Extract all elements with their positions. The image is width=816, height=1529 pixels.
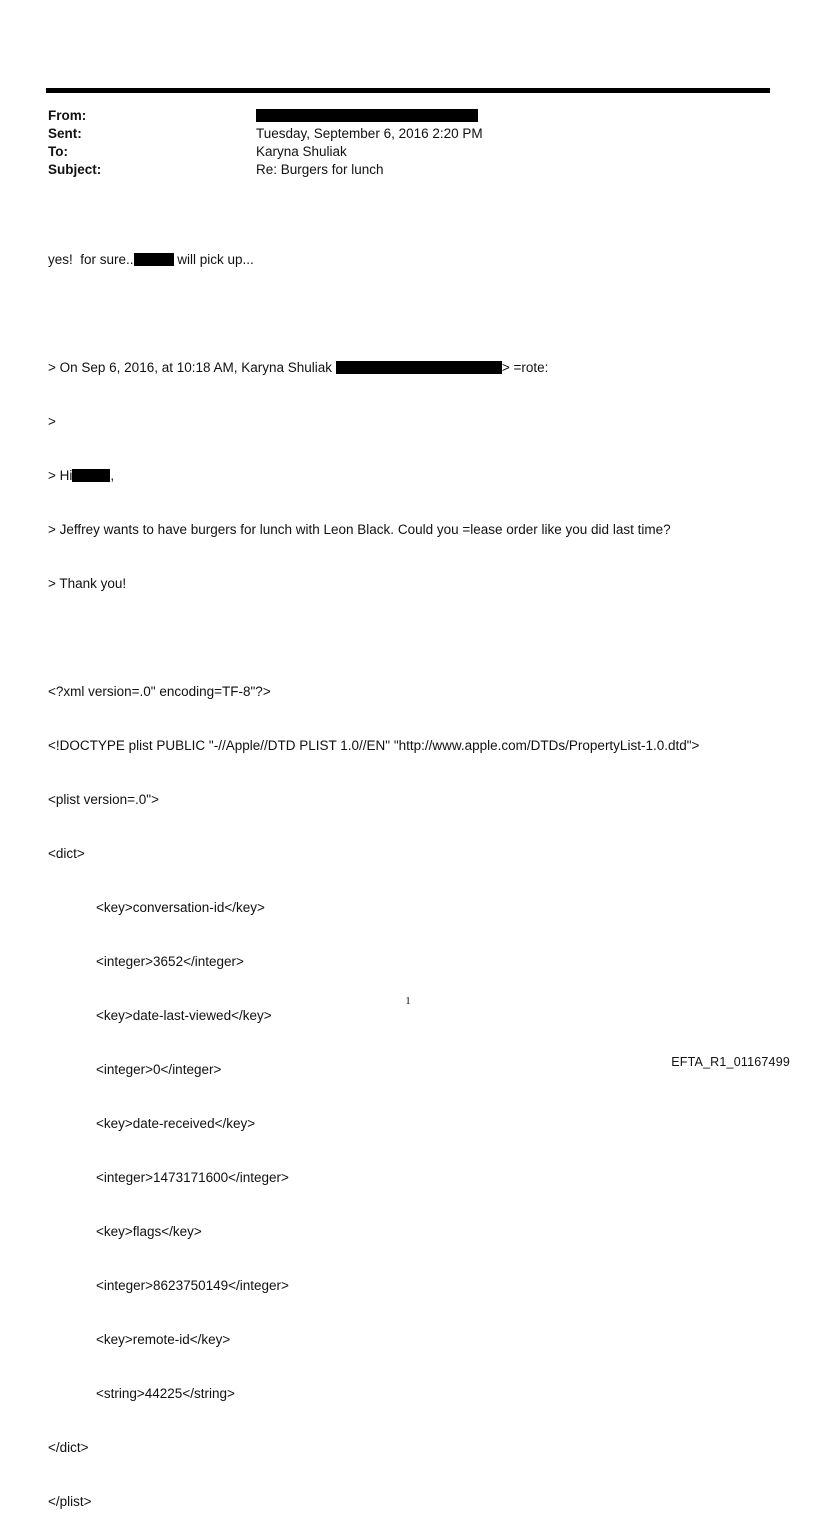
quote-blank-line: > bbox=[48, 414, 56, 429]
to-value: Karyna Shuliak bbox=[256, 144, 347, 159]
subject-label: Subject: bbox=[48, 162, 102, 177]
redaction-block bbox=[336, 361, 502, 374]
document-id: EFTA_R1_01167499 bbox=[671, 1055, 790, 1069]
plist-entry: <key>date-last-viewed</key> bbox=[96, 1008, 272, 1023]
spacer bbox=[48, 305, 699, 323]
plist-entry: <key>date-received</key> bbox=[96, 1116, 256, 1131]
xml-declaration: <?xml version=.0" encoding=TF-8"?> bbox=[48, 684, 271, 699]
to-row bbox=[48, 143, 483, 161]
plist-entry: <integer>0</integer> bbox=[96, 1062, 222, 1077]
plist-entry: <integer>1473171600</integer> bbox=[96, 1170, 289, 1185]
dict-open-tag: <dict> bbox=[48, 846, 85, 861]
from-label: From: bbox=[48, 108, 87, 123]
plist-entry: <key>conversation-id</key> bbox=[96, 900, 265, 915]
quote-greeting: > Hi bbox=[48, 468, 73, 483]
reply-line bbox=[48, 251, 699, 269]
quote-intro-start: > On Sep 6, 2016, at 10:18 AM, Karyna Shuliak bbox=[48, 360, 336, 375]
email-header bbox=[48, 107, 483, 179]
subject-value: Re: Burgers for lunch bbox=[256, 162, 384, 177]
email-body bbox=[48, 215, 699, 1529]
quote-intro-end: > =rote: bbox=[501, 360, 549, 375]
reply-text-end: will pick up... bbox=[173, 252, 254, 267]
subject-row bbox=[48, 161, 483, 179]
page-number: 1 bbox=[405, 995, 411, 1007]
sent-value: Tuesday, September 6, 2016 2:20 PM bbox=[256, 126, 483, 141]
quote-intro-line bbox=[48, 359, 699, 377]
plist-entry: <integer>3652</integer> bbox=[96, 954, 244, 969]
dict-close-tag: </dict> bbox=[48, 1440, 89, 1455]
plist-entry: <integer>8623750149</integer> bbox=[96, 1278, 289, 1293]
plist-close-tag: </plist> bbox=[48, 1494, 92, 1509]
quote-request-line: > Jeffrey wants to have burgers for lunch with Leon Black. Could you =lease order like you did last time? bbox=[48, 522, 671, 537]
quote-thanks-line: > Thank you! bbox=[48, 576, 127, 591]
plist-entry: <string>44225</string> bbox=[96, 1386, 235, 1401]
quote-greeting-end: , bbox=[110, 468, 115, 483]
from-row bbox=[48, 107, 483, 125]
quote-greeting-line bbox=[48, 467, 699, 485]
plist-entry: <key>flags</key> bbox=[96, 1224, 202, 1239]
redaction-block bbox=[134, 253, 174, 266]
redaction-block bbox=[256, 109, 478, 122]
reply-text-start: yes! for sure.. bbox=[48, 252, 134, 267]
sent-label: Sent: bbox=[48, 126, 82, 141]
plist-entry: <key>remote-id</key> bbox=[96, 1332, 231, 1347]
to-label: To: bbox=[48, 144, 68, 159]
spacer bbox=[48, 629, 699, 647]
top-rule bbox=[46, 88, 770, 93]
sent-row bbox=[48, 125, 483, 143]
redaction-block bbox=[72, 469, 110, 482]
doctype-line: <!DOCTYPE plist PUBLIC "-//Apple//DTD PLIST 1.0//EN" "http://www.apple.com/DTDs/PropertyList-1.0.dtd"> bbox=[48, 738, 700, 753]
plist-open-tag: <plist version=.0"> bbox=[48, 792, 159, 807]
from-value bbox=[256, 107, 478, 125]
